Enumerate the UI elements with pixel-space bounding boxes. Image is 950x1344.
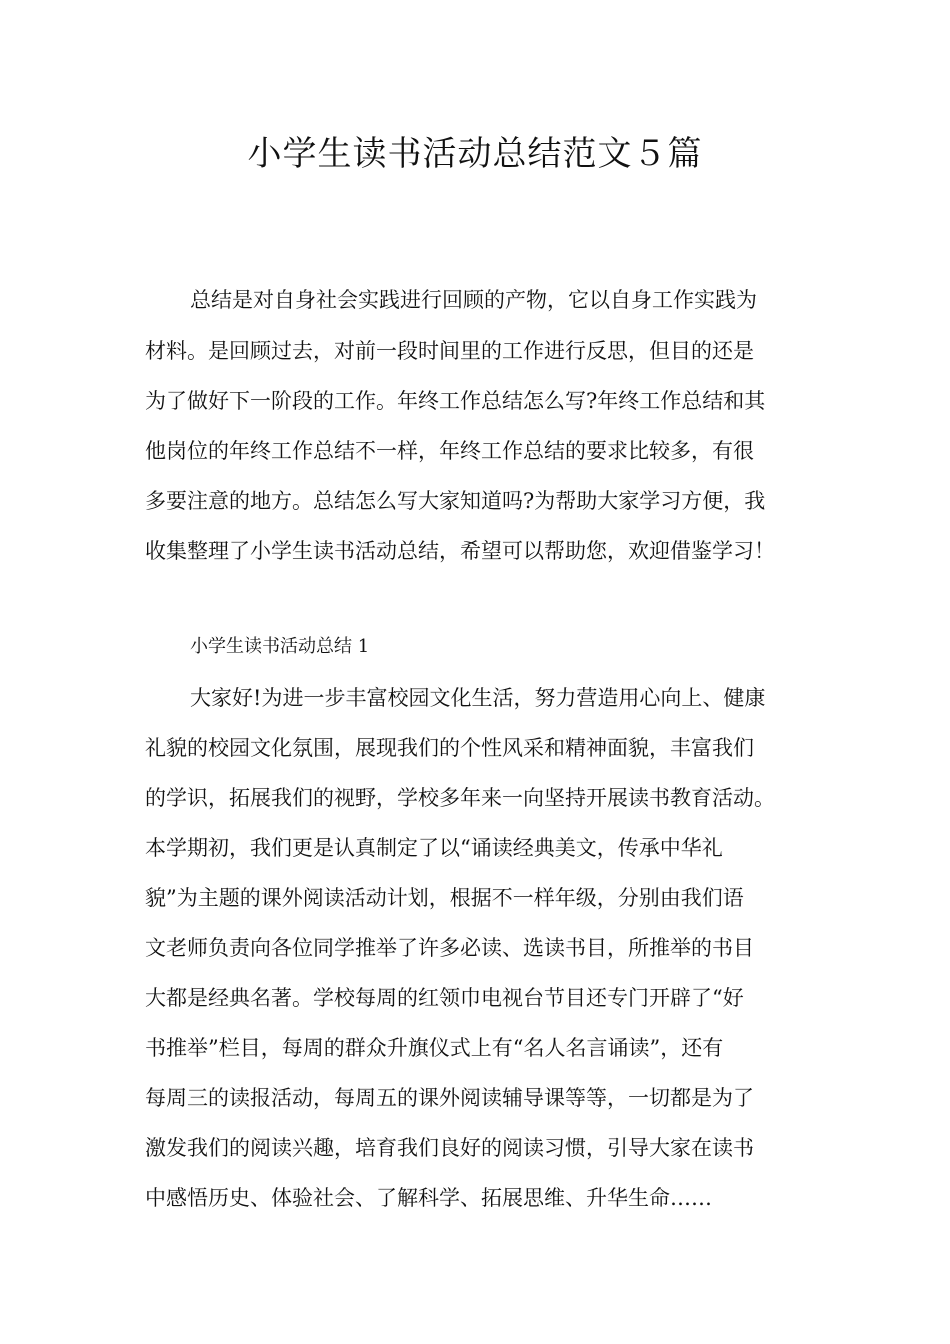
body-line: 的学识，拓展我们的视野，学校多年来一向坚持开展读书教育活动。 (145, 786, 775, 810)
section-heading: 小学生读书活动总结 1 (190, 636, 370, 657)
intro-line: 为了做好下一阶段的工作。年终工作总结怎么写?年终工作总结和其 (145, 389, 766, 413)
intro-line: 多要注意的地方。总结怎么写大家知道吗?为帮助大家学习方便，我 (145, 489, 766, 513)
body-line: 文老师负责向各位同学推举了许多必读、选读书目，所推举的书目 (145, 936, 754, 960)
body-line: 礼貌的校园文化氛围，展现我们的个性风采和精神面貌，丰富我们 (145, 736, 754, 760)
intro-line: 收集整理了小学生读书活动总结，希望可以帮助您，欢迎借鉴学习！ (145, 539, 775, 563)
body-line: 每周三的读报活动，每周五的课外阅读辅导课等等，一切都是为了 (145, 1086, 754, 1110)
body-line: 中感悟历史、体验社会、了解科学、拓展思维、升华生命…… (145, 1186, 712, 1210)
body-line: 大家好!为进一步丰富校园文化生活，努力营造用心向上、健康 (190, 686, 766, 710)
body-line: 貌”为主题的课外阅读活动计划，根据不一样年级，分别由我们语 (145, 886, 744, 910)
body-line: 本学期初，我们更是认真制定了以“诵读经典美文，传承中华礼 (145, 836, 723, 860)
document-title: 小学生读书活动总结范文５篇 (247, 134, 703, 174)
intro-line: 材料。是回顾过去，对前一段时间里的工作进行反思，但目的还是 (145, 339, 754, 363)
body-line: 激发我们的阅读兴趣，培育我们良好的阅读习惯，引导大家在读书 (145, 1136, 754, 1160)
intro-line: 总结是对自身社会实践进行回顾的产物，它以自身工作实践为 (190, 288, 757, 312)
body-line: 书推举”栏目，每周的群众升旗仪式上有“名人名言诵读”，还有 (145, 1036, 724, 1060)
intro-line: 他岗位的年终工作总结不一样，年终工作总结的要求比较多，有很 (145, 439, 754, 463)
body-line: 大都是经典名著。学校每周的红领巾电视台节目还专门开辟了“好 (145, 986, 744, 1010)
